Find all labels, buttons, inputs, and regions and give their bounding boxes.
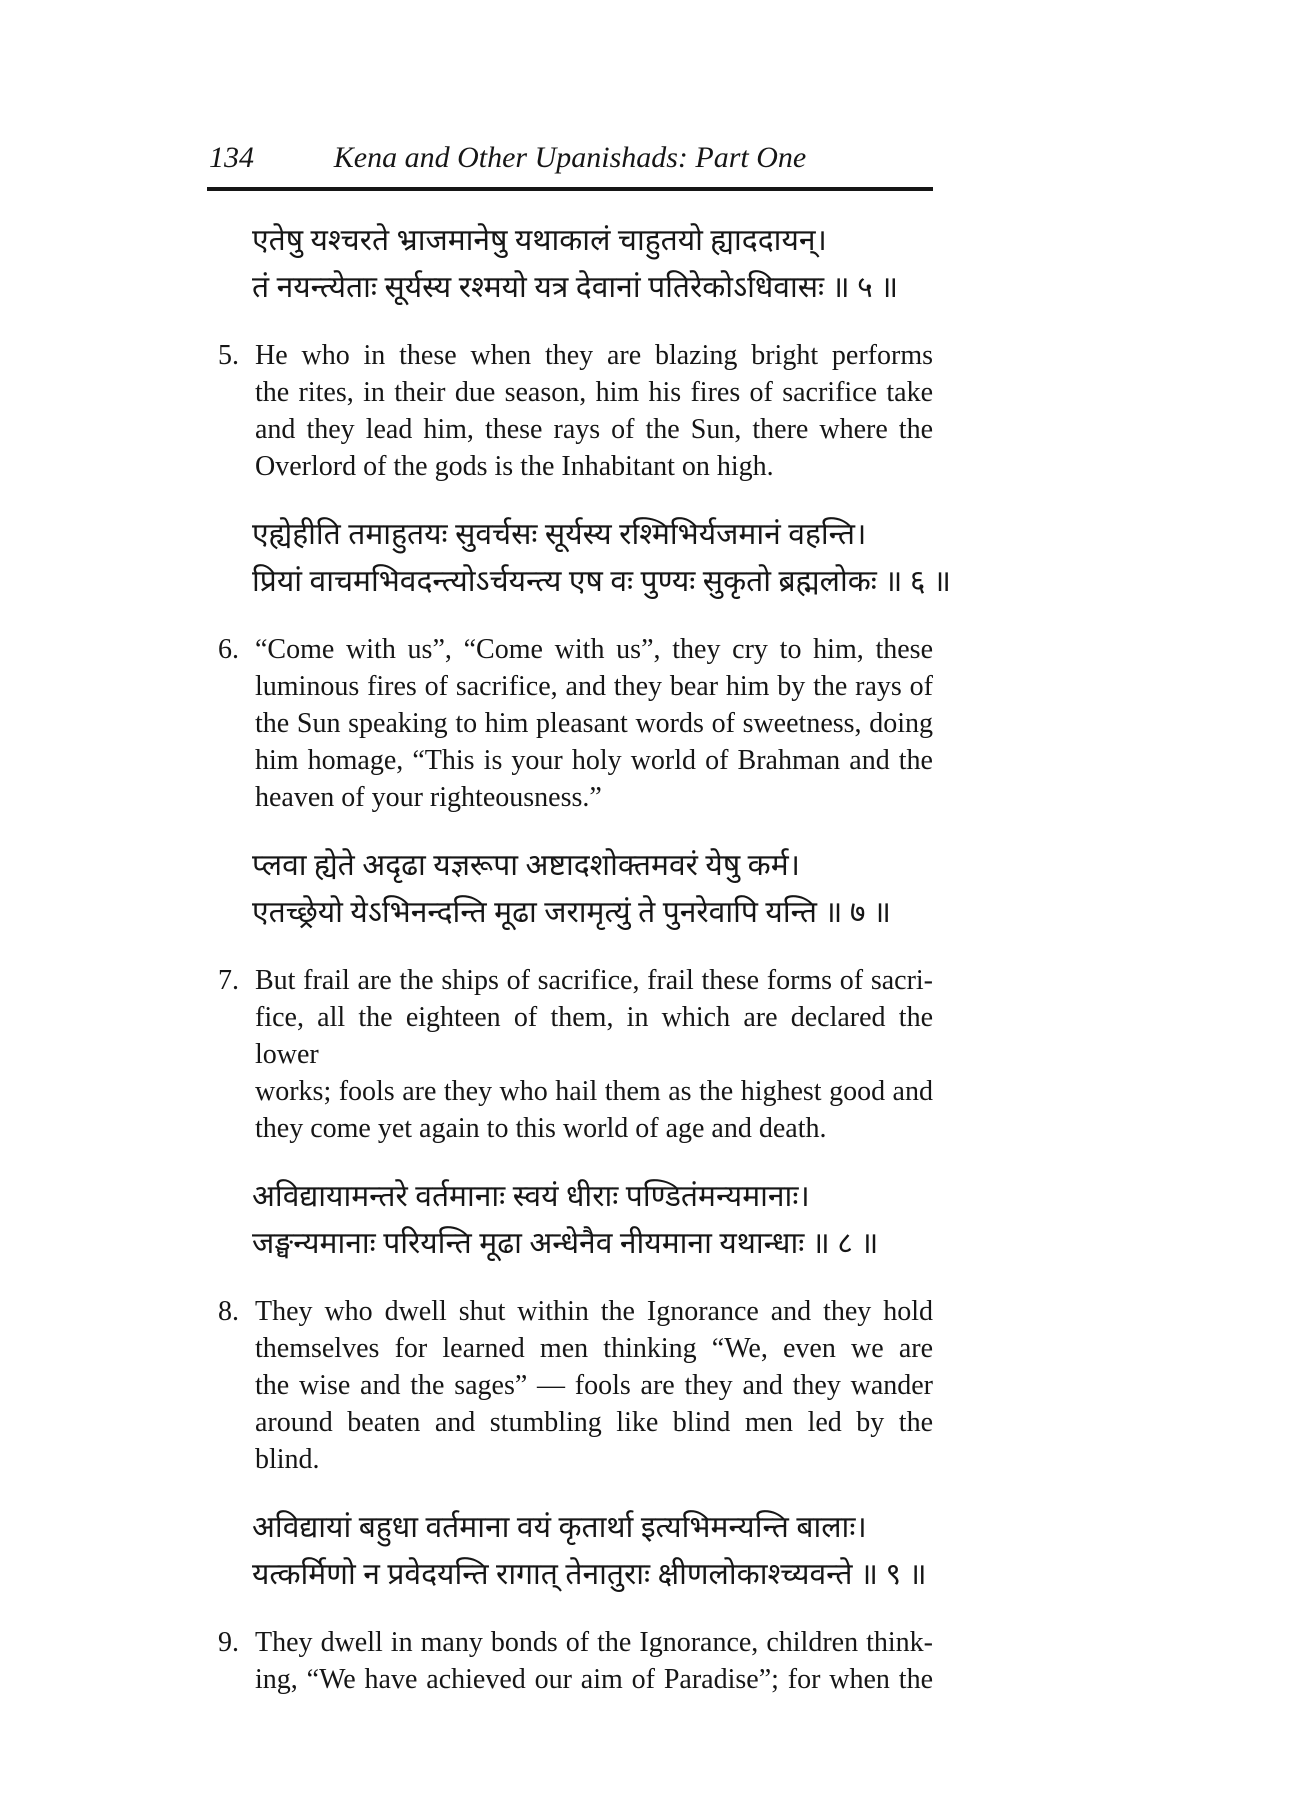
english-translation-8 xyxy=(207,1293,933,1478)
sanskrit-line: अविद्यायां बहुधा वर्तमाना वयं कृतार्था इत्यभिमन्यन्ति बालाः। xyxy=(252,1511,867,1544)
header-rule xyxy=(207,187,933,191)
text-line: around beaten and stumbling like blind men led by the xyxy=(255,1407,933,1438)
header-title: Kena and Other Upanishads: Part One xyxy=(333,141,807,174)
running-header xyxy=(207,140,933,178)
sanskrit-verse-6 xyxy=(252,511,951,605)
text-line: the rites, in their due season, him his fires of sacrifice take xyxy=(255,377,933,408)
text-line: They who dwell shut within the Ignorance and they hold xyxy=(255,1296,933,1327)
sanskrit-line: जङ्घन्यमानाः परियन्ति मूढा अन्धेनैव नीयमाना यथान्धाः ॥ ८ ॥ xyxy=(252,1227,879,1260)
text-line: They dwell in many bonds of the Ignorance, children think- xyxy=(255,1627,933,1658)
verse-number: 9. xyxy=(218,1627,239,1658)
verse-text xyxy=(255,337,933,485)
sanskrit-verse-9 xyxy=(252,1504,933,1598)
verse-text xyxy=(255,962,933,1147)
text-line: they come yet again to this world of age and death. xyxy=(255,1113,827,1144)
verse-text xyxy=(255,631,933,816)
text-line: works; fools are they who hail them as the highest good and xyxy=(255,1076,933,1107)
text-line: and they lead him, these rays of the Sun, there where the xyxy=(255,414,933,445)
text-line: the Sun speaking to him pleasant words of sweetness, doing xyxy=(255,708,933,739)
verse-group-6 xyxy=(207,511,951,816)
verse-group-7 xyxy=(207,842,933,1147)
text-line: “Come with us”, “Come with us”, they cry to him, these xyxy=(255,634,933,665)
verse-group-5 xyxy=(207,217,933,485)
sanskrit-verse-7 xyxy=(252,842,933,936)
sanskrit-verse-5 xyxy=(252,217,933,311)
sanskrit-line: एतेषु यश्चरते भ्राजमानेषु यथाकालं चाहुतयो ह्याददायन्। xyxy=(252,224,827,257)
verse-number: 5. xyxy=(218,340,239,371)
text-line: fice, all the eighteen of them, in which are declared the lower xyxy=(255,1002,933,1070)
sanskrit-line: अविद्यायामन्तरे वर्तमानाः स्वयं धीराः पण्डितंमन्यमानाः। xyxy=(252,1180,810,1213)
text-line: the wise and the sages” — fools are they and they wander xyxy=(255,1370,933,1401)
english-translation-9 xyxy=(207,1624,933,1698)
english-translation-7 xyxy=(207,962,933,1147)
sanskrit-line: तं नयन्त्येताः सूर्यस्य रश्मयो यत्र देवानां पतिरेकोऽधिवासः ॥ ५ ॥ xyxy=(252,271,899,304)
text-line: But frail are the ships of sacrifice, frail these forms of sacri- xyxy=(255,965,933,996)
english-translation-5 xyxy=(207,337,933,485)
verse-text xyxy=(255,1293,933,1478)
text-line: Overlord of the gods is the Inhabitant on high. xyxy=(255,451,774,482)
verse-number: 6. xyxy=(218,634,239,665)
verse-group-8 xyxy=(207,1173,933,1478)
page-content xyxy=(207,140,951,1724)
text-line: themselves for learned men thinking “We, even we are xyxy=(255,1333,933,1364)
sanskrit-line: प्लवा ह्येते अदृढा यज्ञरूपा अष्टादशोक्तमवरं येषु कर्म। xyxy=(252,849,801,882)
sanskrit-line: यत्कर्मिणो न प्रवेदयन्ति रागात् तेनातुराः क्षीणलोकाश्च्यवन्ते ॥ ९ ॥ xyxy=(252,1558,927,1591)
text-line: luminous fires of sacrifice, and they bear him by the rays of xyxy=(255,671,933,702)
sanskrit-verse-8 xyxy=(252,1173,933,1267)
verse-number: 7. xyxy=(218,965,239,996)
text-line: He who in these when they are blazing bright performs xyxy=(255,340,933,371)
page-number: 134 xyxy=(209,141,254,174)
text-line: ing, “We have achieved our aim of Paradise”; for when the xyxy=(255,1664,933,1695)
sanskrit-line: प्रियां वाचमभिवदन्त्योऽर्चयन्त्य एष वः पुण्यः सुकृतो ब्रह्मलोकः ॥ ६ ॥ xyxy=(252,565,951,598)
verse-number: 8. xyxy=(218,1296,239,1327)
verse-group-9 xyxy=(207,1504,933,1698)
sanskrit-line: एह्येहीति तमाहुतयः सुवर्चसः सूर्यस्य रश्मिभिर्यजमानं वहन्ति। xyxy=(252,518,867,551)
sanskrit-line: एतच्छ्रेयो येऽभिनन्दन्ति मूढा जरामृत्युं ते पुनरेवापि यन्ति ॥ ७ ॥ xyxy=(252,896,891,929)
text-line: heaven of your righteousness.” xyxy=(255,782,602,813)
verse-text xyxy=(255,1624,933,1698)
english-translation-6 xyxy=(207,631,933,816)
text-line: blind. xyxy=(255,1444,320,1475)
text-line: him homage, “This is your holy world of Brahman and the xyxy=(255,745,933,776)
